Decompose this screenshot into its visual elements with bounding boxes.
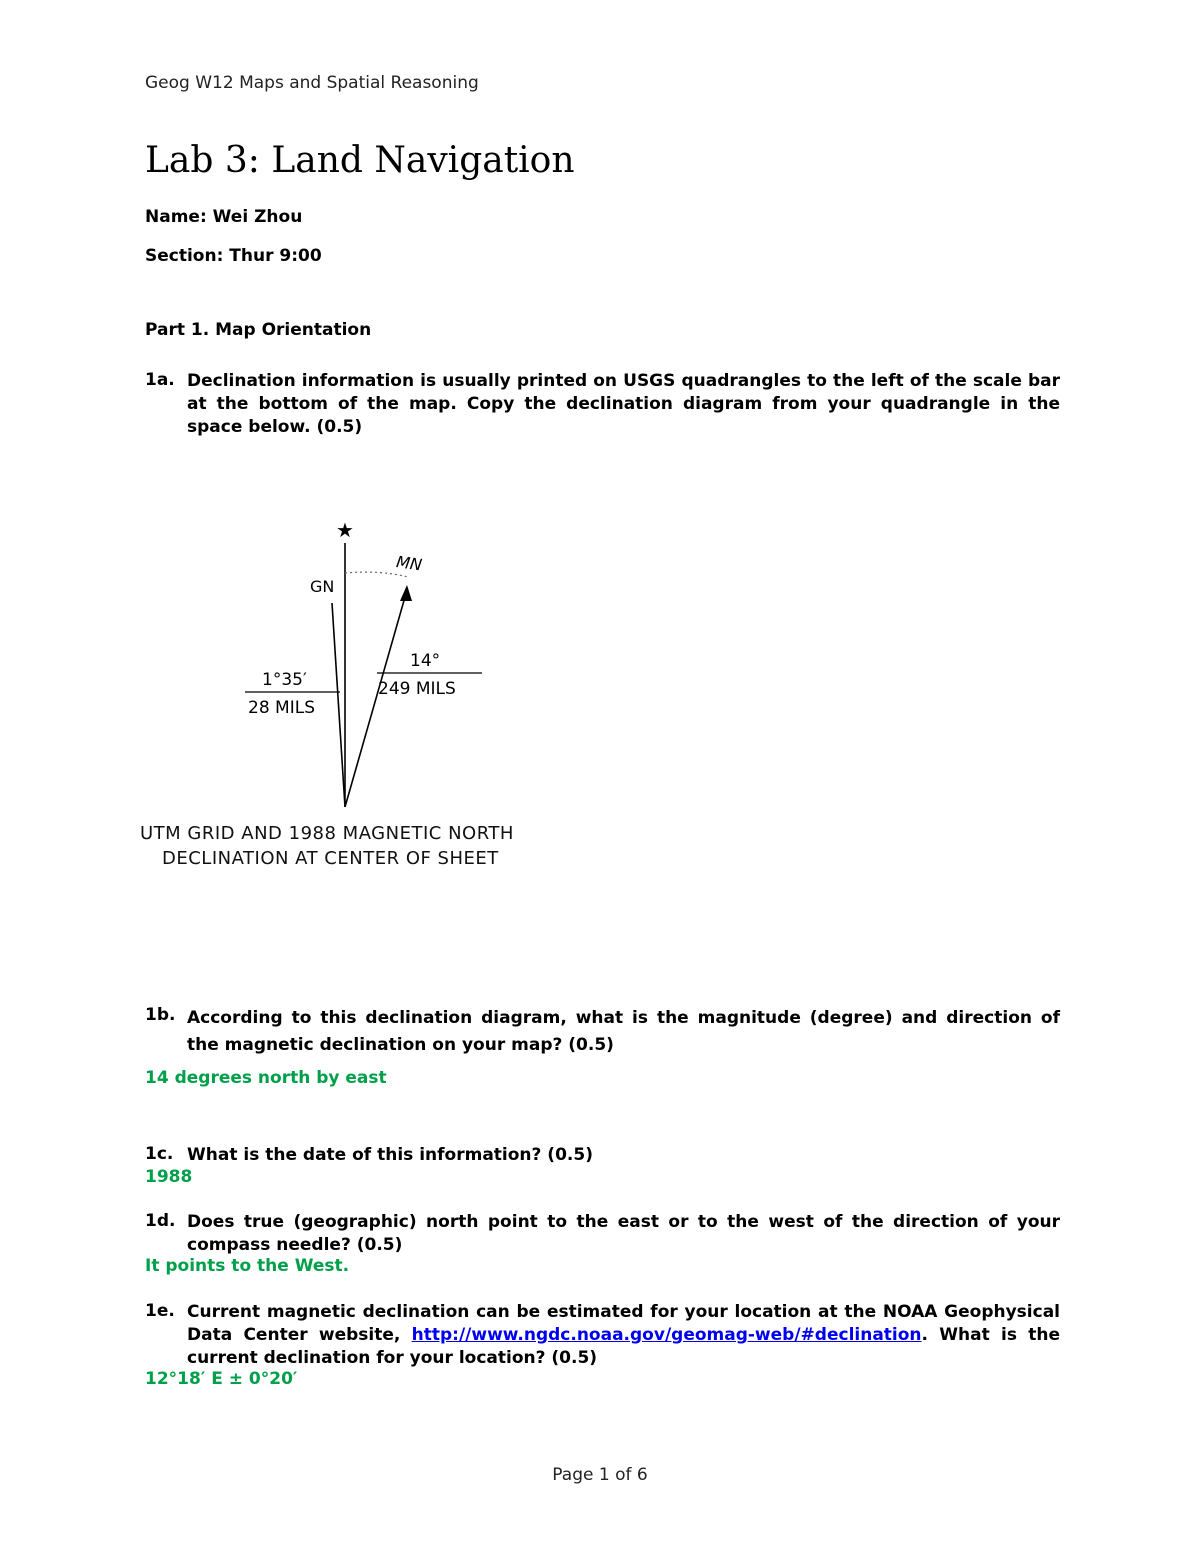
- question-1b-text: According to this declination diagram, what is the magnitude (degree) and direction of the magnetic declination on your map? (0.5): [187, 1008, 1060, 1055]
- diagram-caption-line2: DECLINATION AT CENTER OF SHEET: [162, 848, 499, 869]
- gn-mils: 28 MILS: [248, 698, 315, 718]
- question-1e-number: 1e.: [145, 1301, 175, 1321]
- declination-diagram: [140, 515, 580, 889]
- mn-mils: 249 MILS: [378, 679, 456, 699]
- document-header: Geog W12 Maps and Spatial Reasoning: [145, 73, 479, 93]
- answer-1c: 1988: [145, 1167, 193, 1187]
- noaa-declination-link[interactable]: http://www.ngdc.noaa.gov/geomag-web/#declination: [411, 1325, 922, 1345]
- question-1c-number: 1c.: [145, 1144, 174, 1164]
- question-1a-number: 1a.: [145, 370, 175, 390]
- declination-arc: [345, 572, 408, 577]
- lab-title: Lab 3: Land Navigation: [145, 140, 575, 181]
- section-info: Section: Thur 9:00: [145, 246, 322, 266]
- mn-angle: 14°: [410, 651, 441, 671]
- question-1e-text-before: Current magnetic declination can be estimated for your location at the NOAA Geophysical Data Center website,: [187, 1302, 1060, 1345]
- question-1d-text: Does true (geographic) north point to the east or to the west of the direction of your compass needle? (0.5): [187, 1212, 1060, 1255]
- question-1e-text-after: . What is the current declination for your location? (0.5): [187, 1325, 1060, 1368]
- page-footer: Page 1 of 6: [552, 1465, 648, 1485]
- magnetic-north-arrowhead: [400, 585, 412, 601]
- answer-1b: 14 degrees north by east: [145, 1068, 387, 1088]
- question-1b-number: 1b.: [145, 1005, 176, 1025]
- gn-angle: 1°35′: [262, 670, 307, 690]
- student-name: Name: Wei Zhou: [145, 207, 303, 227]
- question-1a-text: Declination information is usually printed on USGS quadrangles to the left of the scale bar at the bottom of the map. Copy the declination diagram from your quadrangle in the space below. (0.5): [187, 371, 1060, 437]
- mn-label: MN: [395, 552, 424, 575]
- question-1e-text: [187, 1301, 1060, 1370]
- answer-1d: It points to the West.: [145, 1256, 350, 1276]
- grid-north-line: [332, 603, 345, 807]
- diagram-caption-line1: UTM GRID AND 1988 MAGNETIC NORTH: [140, 823, 514, 844]
- answer-1e: 12°18′ E ± 0°20′: [145, 1369, 298, 1389]
- part1-heading: Part 1. Map Orientation: [145, 320, 372, 340]
- true-north-star-icon: ★: [336, 518, 354, 542]
- question-1d-number: 1d.: [145, 1211, 176, 1231]
- question-1c-text: What is the date of this information? (0.5): [187, 1145, 593, 1165]
- gn-label: GN: [310, 577, 335, 596]
